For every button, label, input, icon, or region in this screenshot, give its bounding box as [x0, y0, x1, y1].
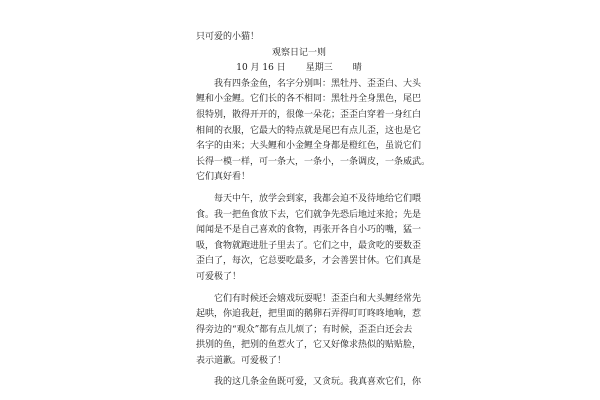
- diary-title: 观察日记一则: [271, 47, 326, 58]
- paragraph-line: 很特别，散得开开的，很像一朵花；歪歪白穿着一身红白: [196, 109, 422, 120]
- paragraph-line: 拱别的鱼，把别的鱼惹火了，它又好像求热似的贴贴脸，: [196, 340, 422, 351]
- paragraph-line: 可爱极了！: [196, 271, 242, 282]
- paragraph-line: 吸，食物就跑进肚子里去了。它们之中，最贪吃的要数歪: [196, 240, 422, 251]
- diary-date: 10 月 16 日: [236, 63, 286, 74]
- diary-weather: 晴: [352, 63, 362, 74]
- paragraph-line: 食。我一把鱼食放下去，它们就争先恐后地过来抢；先是: [196, 209, 422, 220]
- paragraph-line: 它们有时候还会嬉戏玩耍呢！歪歪白和大头鲤经常先: [214, 293, 422, 304]
- paragraph-line: 起哄，你追我赶，把里面的鹅卵石弄得叮叮咚咚地响，惹: [196, 309, 422, 320]
- paragraph-line: 名字的由来；大头鲤和小金鲤全身都是橙红色，虽说它们: [196, 141, 422, 152]
- paragraph-3: [196, 292, 422, 370]
- paragraph-line: 歪白了，每次，它总要吃最多，才会善罢甘休。它们真是: [196, 256, 422, 267]
- paragraph-1: [196, 77, 431, 186]
- paragraph-2: [196, 192, 422, 286]
- paragraph-line: 表示道歉。可爱极了！: [196, 355, 287, 366]
- paragraph-line: 相间的衣服，它最大的特点就是尾巴有点儿歪，这也是它: [196, 125, 422, 136]
- paragraph-line: 闻闻是不是自己喜欢的食物，再张开各自小巧的嘴，猛一: [196, 225, 422, 236]
- diary-dateline: [196, 61, 402, 77]
- paragraph-line: 每天中午，放学会到家，我都会迫不及待地给它们喂: [214, 193, 422, 204]
- diary-page: [196, 30, 431, 391]
- paragraph-line: 我的这几条金鱼既可爱，又贪玩。我真喜欢它们，你: [214, 377, 422, 388]
- diary-weekday: 星期三: [305, 63, 333, 74]
- paragraph-line: 它们真好看！: [196, 172, 251, 183]
- previous-text-line: 只可爱的小猫！: [196, 32, 260, 42]
- paragraph-line: 我有四条金鱼，名字分别叫：黑牡丹、歪歪白、大头: [214, 78, 422, 89]
- paragraph-line: 鲤和小金鲤。它们长的各不相同：黑牡丹全身黑色，尾巴: [196, 94, 422, 105]
- paragraph-4: [196, 375, 422, 391]
- paragraph-line: 得旁边的“观众”都有点儿烦了；有时候，歪歪白还会去: [196, 324, 413, 335]
- paragraph-line: 长得一模一样，可一条大，一条小，一条调皮，一条威武。: [196, 156, 431, 167]
